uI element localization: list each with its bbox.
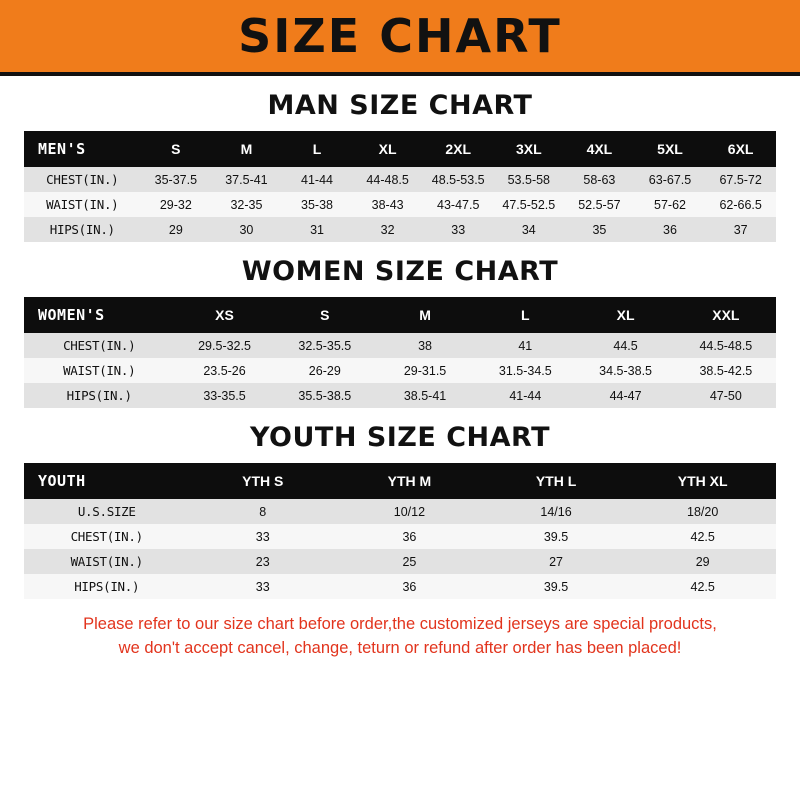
men-header-s: S [141, 131, 212, 167]
footnote-line-2: we don't accept cancel, change, teturn or refund after order has been placed! [118, 638, 682, 657]
table-row [24, 383, 776, 408]
footnote-line-1: Please refer to our size chart before order,the customized jerseys are special products, [83, 615, 717, 633]
men-header-2xl: 2XL [423, 131, 494, 167]
men-row-label-chest: CHEST(IN.) [24, 167, 141, 192]
women-header-label: WOMEN'S [24, 297, 174, 333]
youth-hips-m: 36 [336, 574, 483, 599]
men-chest-s: 35-37.5 [141, 167, 212, 192]
youth-header-label: YOUTH [24, 463, 189, 499]
men-section-title: MAN SIZE CHART [267, 90, 533, 121]
women-hips-s: 35.5-38.5 [275, 383, 375, 408]
women-header-xs: XS [174, 297, 274, 333]
men-hips-l: 31 [282, 217, 353, 242]
men-chest-m: 37.5-41 [211, 167, 282, 192]
women-waist-m: 29-31.5 [375, 358, 475, 383]
women-hips-l: 41-44 [475, 383, 575, 408]
men-size-table [24, 131, 776, 242]
women-table-header-row [24, 297, 776, 333]
men-chest-5xl: 63-67.5 [635, 167, 706, 192]
youth-header-l: YTH L [483, 463, 630, 499]
men-chest-l: 41-44 [282, 167, 353, 192]
men-waist-4xl: 52.5-57 [564, 192, 635, 217]
table-row [24, 217, 776, 242]
youth-chest-xl: 42.5 [629, 524, 776, 549]
youth-ussize-s: 8 [189, 499, 336, 524]
women-hips-m: 38.5-41 [375, 383, 475, 408]
men-chest-6xl: 67.5-72 [705, 167, 776, 192]
youth-hips-s: 33 [189, 574, 336, 599]
page-title: SIZE CHART [238, 9, 562, 63]
men-waist-l: 35-38 [282, 192, 353, 217]
men-waist-5xl: 57-62 [635, 192, 706, 217]
footnote [42, 613, 758, 661]
youth-section-title: YOUTH SIZE CHART [249, 422, 551, 453]
page-banner [0, 0, 800, 76]
men-waist-s: 29-32 [141, 192, 212, 217]
men-hips-6xl: 37 [705, 217, 776, 242]
men-row-label-hips: HIPS(IN.) [24, 217, 141, 242]
youth-ussize-xl: 18/20 [629, 499, 776, 524]
youth-row-label-hips: HIPS(IN.) [24, 574, 189, 599]
women-row-label-waist: WAIST(IN.) [24, 358, 174, 383]
youth-waist-s: 23 [189, 549, 336, 574]
men-waist-2xl: 43-47.5 [423, 192, 494, 217]
men-hips-2xl: 33 [423, 217, 494, 242]
youth-hips-xl: 42.5 [629, 574, 776, 599]
women-header-l: L [475, 297, 575, 333]
men-chest-xl: 44-48.5 [352, 167, 423, 192]
women-row-label-hips: HIPS(IN.) [24, 383, 174, 408]
youth-ussize-m: 10/12 [336, 499, 483, 524]
table-row [24, 333, 776, 358]
men-waist-m: 32-35 [211, 192, 282, 217]
table-row [24, 524, 776, 549]
women-chest-xs: 29.5-32.5 [174, 333, 274, 358]
table-row [24, 192, 776, 217]
women-chest-xxl: 44.5-48.5 [676, 333, 776, 358]
women-section-title: WOMEN SIZE CHART [241, 256, 559, 287]
men-hips-m: 30 [211, 217, 282, 242]
table-row [24, 499, 776, 524]
men-chest-2xl: 48.5-53.5 [423, 167, 494, 192]
men-header-l: L [282, 131, 353, 167]
men-header-3xl: 3XL [494, 131, 565, 167]
men-waist-6xl: 62-66.5 [705, 192, 776, 217]
women-chest-s: 32.5-35.5 [275, 333, 375, 358]
men-header-m: M [211, 131, 282, 167]
youth-ussize-l: 14/16 [483, 499, 630, 524]
men-header-4xl: 4XL [564, 131, 635, 167]
youth-waist-m: 25 [336, 549, 483, 574]
women-waist-xl: 34.5-38.5 [575, 358, 675, 383]
men-header-5xl: 5XL [635, 131, 706, 167]
women-header-xxl: XXL [676, 297, 776, 333]
women-chest-l: 41 [475, 333, 575, 358]
women-chest-m: 38 [375, 333, 475, 358]
table-row [24, 358, 776, 383]
youth-waist-xl: 29 [629, 549, 776, 574]
women-waist-xxl: 38.5-42.5 [676, 358, 776, 383]
youth-hips-l: 39.5 [483, 574, 630, 599]
women-waist-xs: 23.5-26 [174, 358, 274, 383]
women-hips-xs: 33-35.5 [174, 383, 274, 408]
youth-header-m: YTH M [336, 463, 483, 499]
women-header-xl: XL [575, 297, 675, 333]
men-waist-3xl: 47.5-52.5 [494, 192, 565, 217]
men-hips-5xl: 36 [635, 217, 706, 242]
women-size-table [24, 297, 776, 408]
men-chest-4xl: 58-63 [564, 167, 635, 192]
youth-waist-l: 27 [483, 549, 630, 574]
men-chest-3xl: 53.5-58 [494, 167, 565, 192]
youth-size-table [24, 463, 776, 599]
men-hips-s: 29 [141, 217, 212, 242]
youth-row-label-ussize: U.S.SIZE [24, 499, 189, 524]
men-hips-xl: 32 [352, 217, 423, 242]
men-waist-xl: 38-43 [352, 192, 423, 217]
men-hips-4xl: 35 [564, 217, 635, 242]
women-row-label-chest: CHEST(IN.) [24, 333, 174, 358]
youth-row-label-chest: CHEST(IN.) [24, 524, 189, 549]
women-waist-s: 26-29 [275, 358, 375, 383]
men-header-6xl: 6XL [705, 131, 776, 167]
table-row [24, 167, 776, 192]
women-header-s: S [275, 297, 375, 333]
women-header-m: M [375, 297, 475, 333]
men-header-xl: XL [352, 131, 423, 167]
table-row [24, 574, 776, 599]
men-hips-3xl: 34 [494, 217, 565, 242]
youth-chest-m: 36 [336, 524, 483, 549]
women-chest-xl: 44.5 [575, 333, 675, 358]
women-hips-xxl: 47-50 [676, 383, 776, 408]
women-hips-xl: 44-47 [575, 383, 675, 408]
youth-row-label-waist: WAIST(IN.) [24, 549, 189, 574]
men-table-header-row [24, 131, 776, 167]
table-row [24, 549, 776, 574]
youth-table-header-row [24, 463, 776, 499]
youth-header-s: YTH S [189, 463, 336, 499]
youth-header-xl: YTH XL [629, 463, 776, 499]
youth-chest-l: 39.5 [483, 524, 630, 549]
women-waist-l: 31.5-34.5 [475, 358, 575, 383]
content-area [0, 90, 800, 661]
men-header-label: MEN'S [24, 131, 141, 167]
men-row-label-waist: WAIST(IN.) [24, 192, 141, 217]
youth-chest-s: 33 [189, 524, 336, 549]
